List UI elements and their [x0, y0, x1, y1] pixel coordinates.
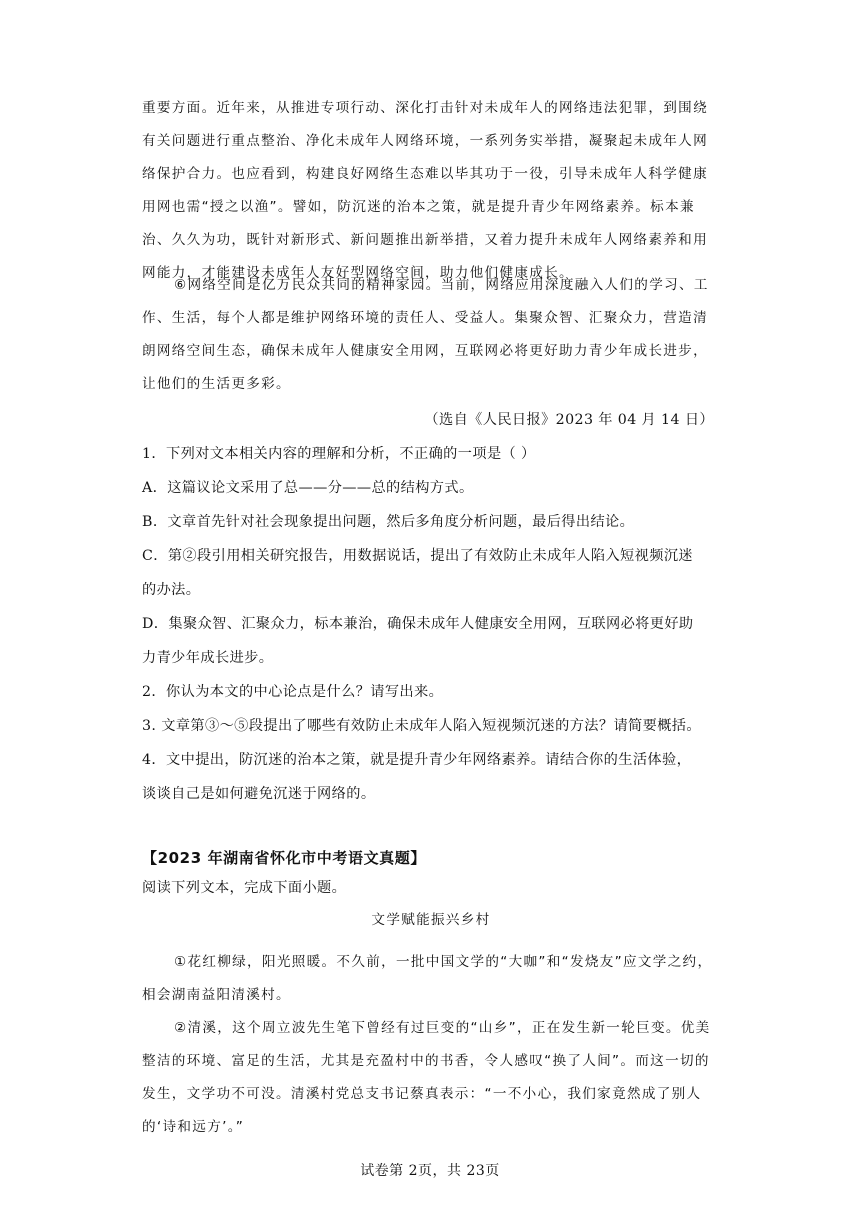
text-line: ⑥网络空间是亿万民众共同的精神家园。当前，网络应用深度融入人们的学习、工	[174, 277, 709, 293]
text-line: 用网也需“授之以渔”。譬如，防沉迷的治本之策，就是提升青少年网络素养。标本兼	[142, 199, 695, 215]
text-line: 让他们的生活更多彩。	[142, 376, 291, 392]
question-1-option-d-cont: 力青少年成长进步。	[142, 650, 274, 666]
question-2: 2．你认为本文的中心论点是什么？请写出来。	[142, 684, 444, 700]
question-1-option-c-cont: 的办法。	[142, 582, 201, 598]
question-1-option-b: B．文章首先针对社会现象提出问题，然后多角度分析问题，最后得出结论。	[142, 514, 635, 530]
text-line: 相会湖南益阳清溪村。	[142, 987, 291, 1003]
section-heading: 【2023 年湖南省怀化市中考语文真题】	[142, 849, 426, 867]
text-line: 重要方面。近年来，从推进专项行动、深化打击针对未成年人的网络违法犯罪，到围绕	[142, 100, 708, 116]
text-line: 络保护合力。也应看到，构建良好网络生态难以毕其功于一役，引导未成年人科学健康	[142, 166, 708, 182]
question-4: 4．文中提出，防沉迷的治本之策，就是提升青少年网络素养。请结合你的生活体验，	[142, 752, 692, 768]
section-paragraph-2	[142, 1018, 720, 1137]
section-paragraph-1	[142, 952, 720, 1005]
article-source	[142, 410, 720, 430]
text-line: ②清溪，这个周立波先生笔下曾经有过巨变的“山乡”，正在发生新一轮巨变。优美	[174, 1020, 711, 1036]
question-1-option-c: C．第②段引用相关研究报告，用数据说话，提出了有效防止未成年人陷入短视频沉迷	[142, 548, 693, 564]
article-title: 文学赋能振兴乡村	[371, 912, 491, 928]
text-line: 作、生活，每个人都是维护网络环境的责任人、受益人。集聚众智、汇聚众力，营造清	[142, 310, 708, 326]
page-footer: 试卷第 2页，共 23页	[360, 1163, 500, 1179]
article-paragraph-6	[142, 275, 720, 394]
reading-instruction: 阅读下列文本，完成下面小题。	[142, 880, 347, 896]
article-paragraph-5	[142, 98, 720, 283]
text-line: 网能力，才能建设未成年人友好型网络空间，助力他们健康成长。	[142, 265, 574, 281]
question-4-cont: 谈谈自己是如何避免沉迷于网络的。	[142, 786, 376, 802]
question-3: 3. 文章第③～⑤段提出了哪些有效防止未成年人陷入短视频沉迷的方法？请简要概括。	[142, 718, 701, 734]
text-line: 有关问题进行重点整治、净化未成年人网络环境，一系列务实举措，凝聚起未成年人网	[142, 133, 708, 149]
text-line: ①花红柳绿，阳光照暖。不久前，一批中国文学的“大咖”和“发烧友”应文学之约，	[174, 954, 713, 970]
text-line: 治、久久为功，既针对新形式、新问题推出新举措，又着力提升未成年人网络素养和用	[142, 232, 708, 248]
text-line: 朗网络空间生态，确保未成年人健康安全用网，互联网必将更好助力青少年成长进步，	[142, 343, 708, 359]
question-1-stem: 1．下列对文本相关内容的理解和分析，不正确的一项是（ ）	[142, 446, 536, 462]
source-citation: （选自《人民日报》2023 年 04 月 14 日）	[424, 412, 714, 428]
text-line: 发生，文学功不可没。清溪村党总支书记蔡真表示：“一不小心，我们家竟然成了别人	[142, 1086, 702, 1102]
text-line: 整洁的环境、富足的生活，尤其是充盈村中的书香，令人感叹“换了人间”。而这一切的	[142, 1053, 710, 1069]
question-1-option-d: D．集聚众智、汇聚众力，标本兼治，确保未成年人健康安全用网，互联网必将更好助	[142, 616, 694, 632]
questions-block	[142, 444, 720, 804]
text-line: 的‘诗和远方’。”	[142, 1119, 245, 1135]
section-block	[142, 848, 720, 930]
question-1-option-a: A．这篇议论文采用了总——分——总的结构方式。	[142, 480, 474, 496]
